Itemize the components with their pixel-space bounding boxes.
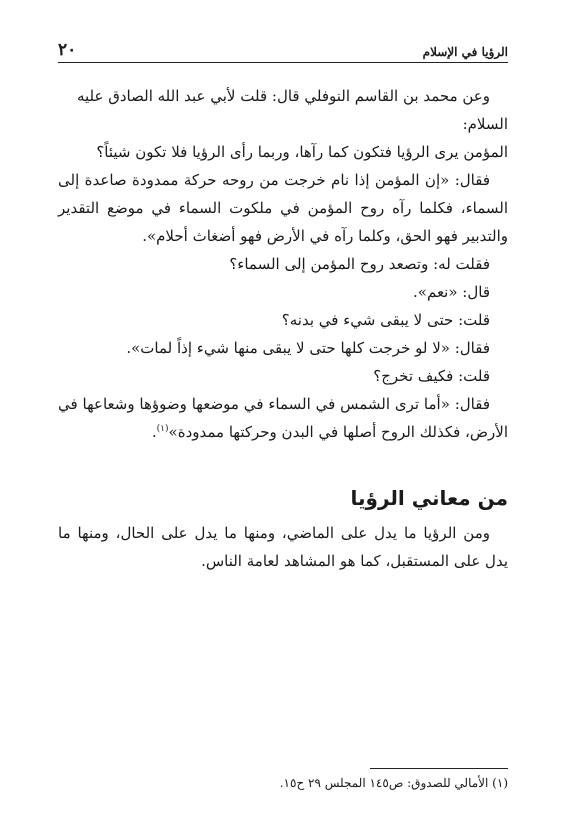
paragraph-6: فقال: «لا لو خرجت كلها حتى لا يبقى منها شيء إذاً لمات». [126, 339, 490, 357]
paragraph-8-text: فقال: «أما ترى الشمس في السماء في موضعها وضوؤها وشعاعها في الأرض، فكذلك الروح أصلها في البدن وحركتها ممدودة» [58, 395, 508, 441]
paragraph-8-end: . [151, 423, 157, 441]
paragraph-8 [58, 390, 508, 446]
paragraph-1-line-1: وعن محمد بن القاسم النوفلي قال: قلت لأبي عبد الله الصادق عليه السلام: [76, 87, 508, 133]
paragraph-3: فقلت له: وتصعد روح المؤمن إلى السماء؟ [229, 255, 490, 273]
footnote: (١) الأمالي للصدوق: ص١٤٥ المجلس ٢٩ ح١٥. [279, 776, 508, 790]
main-text [58, 82, 508, 446]
paragraph-4: قال: «نعم». [413, 283, 490, 301]
footnote-divider [370, 768, 508, 769]
paragraph-7: قلت: فكيف تخرج؟ [373, 367, 490, 385]
section-text [58, 519, 508, 575]
running-title: الرؤيا في الإسلام [422, 45, 508, 59]
section-paragraph-1: ومن الرؤيا ما يدل على الماضي، ومنها ما يدل على الحال، ومنها ما يدل على المستقبل، كما هو المشاهد لعامة الناس. [58, 524, 508, 570]
paragraph-2: فقال: «إن المؤمن إذا نام خرجت من روحه حركة ممدودة صاعدة إلى السماء، فكلما رآه روح المؤمن في ملكوت السماء في موضع التقدير والتدبير فهو الحق، وكلما رآه في الأرض فهو أضغاث أحلام». [58, 171, 508, 245]
footnote-marker[interactable]: (١) [156, 424, 169, 434]
paragraph-1-line-2: المؤمن يرى الرؤيا فتكون كما رآها، وربما رأى الرؤيا فلا تكون شيئاً؟ [96, 143, 508, 161]
page-number: ٢٠ [58, 40, 77, 60]
section-heading: من معاني الرؤيا [350, 486, 508, 510]
page-header [58, 36, 508, 63]
paragraph-5: قلت: حتى لا يبقى شيء في بدنه؟ [281, 311, 490, 329]
